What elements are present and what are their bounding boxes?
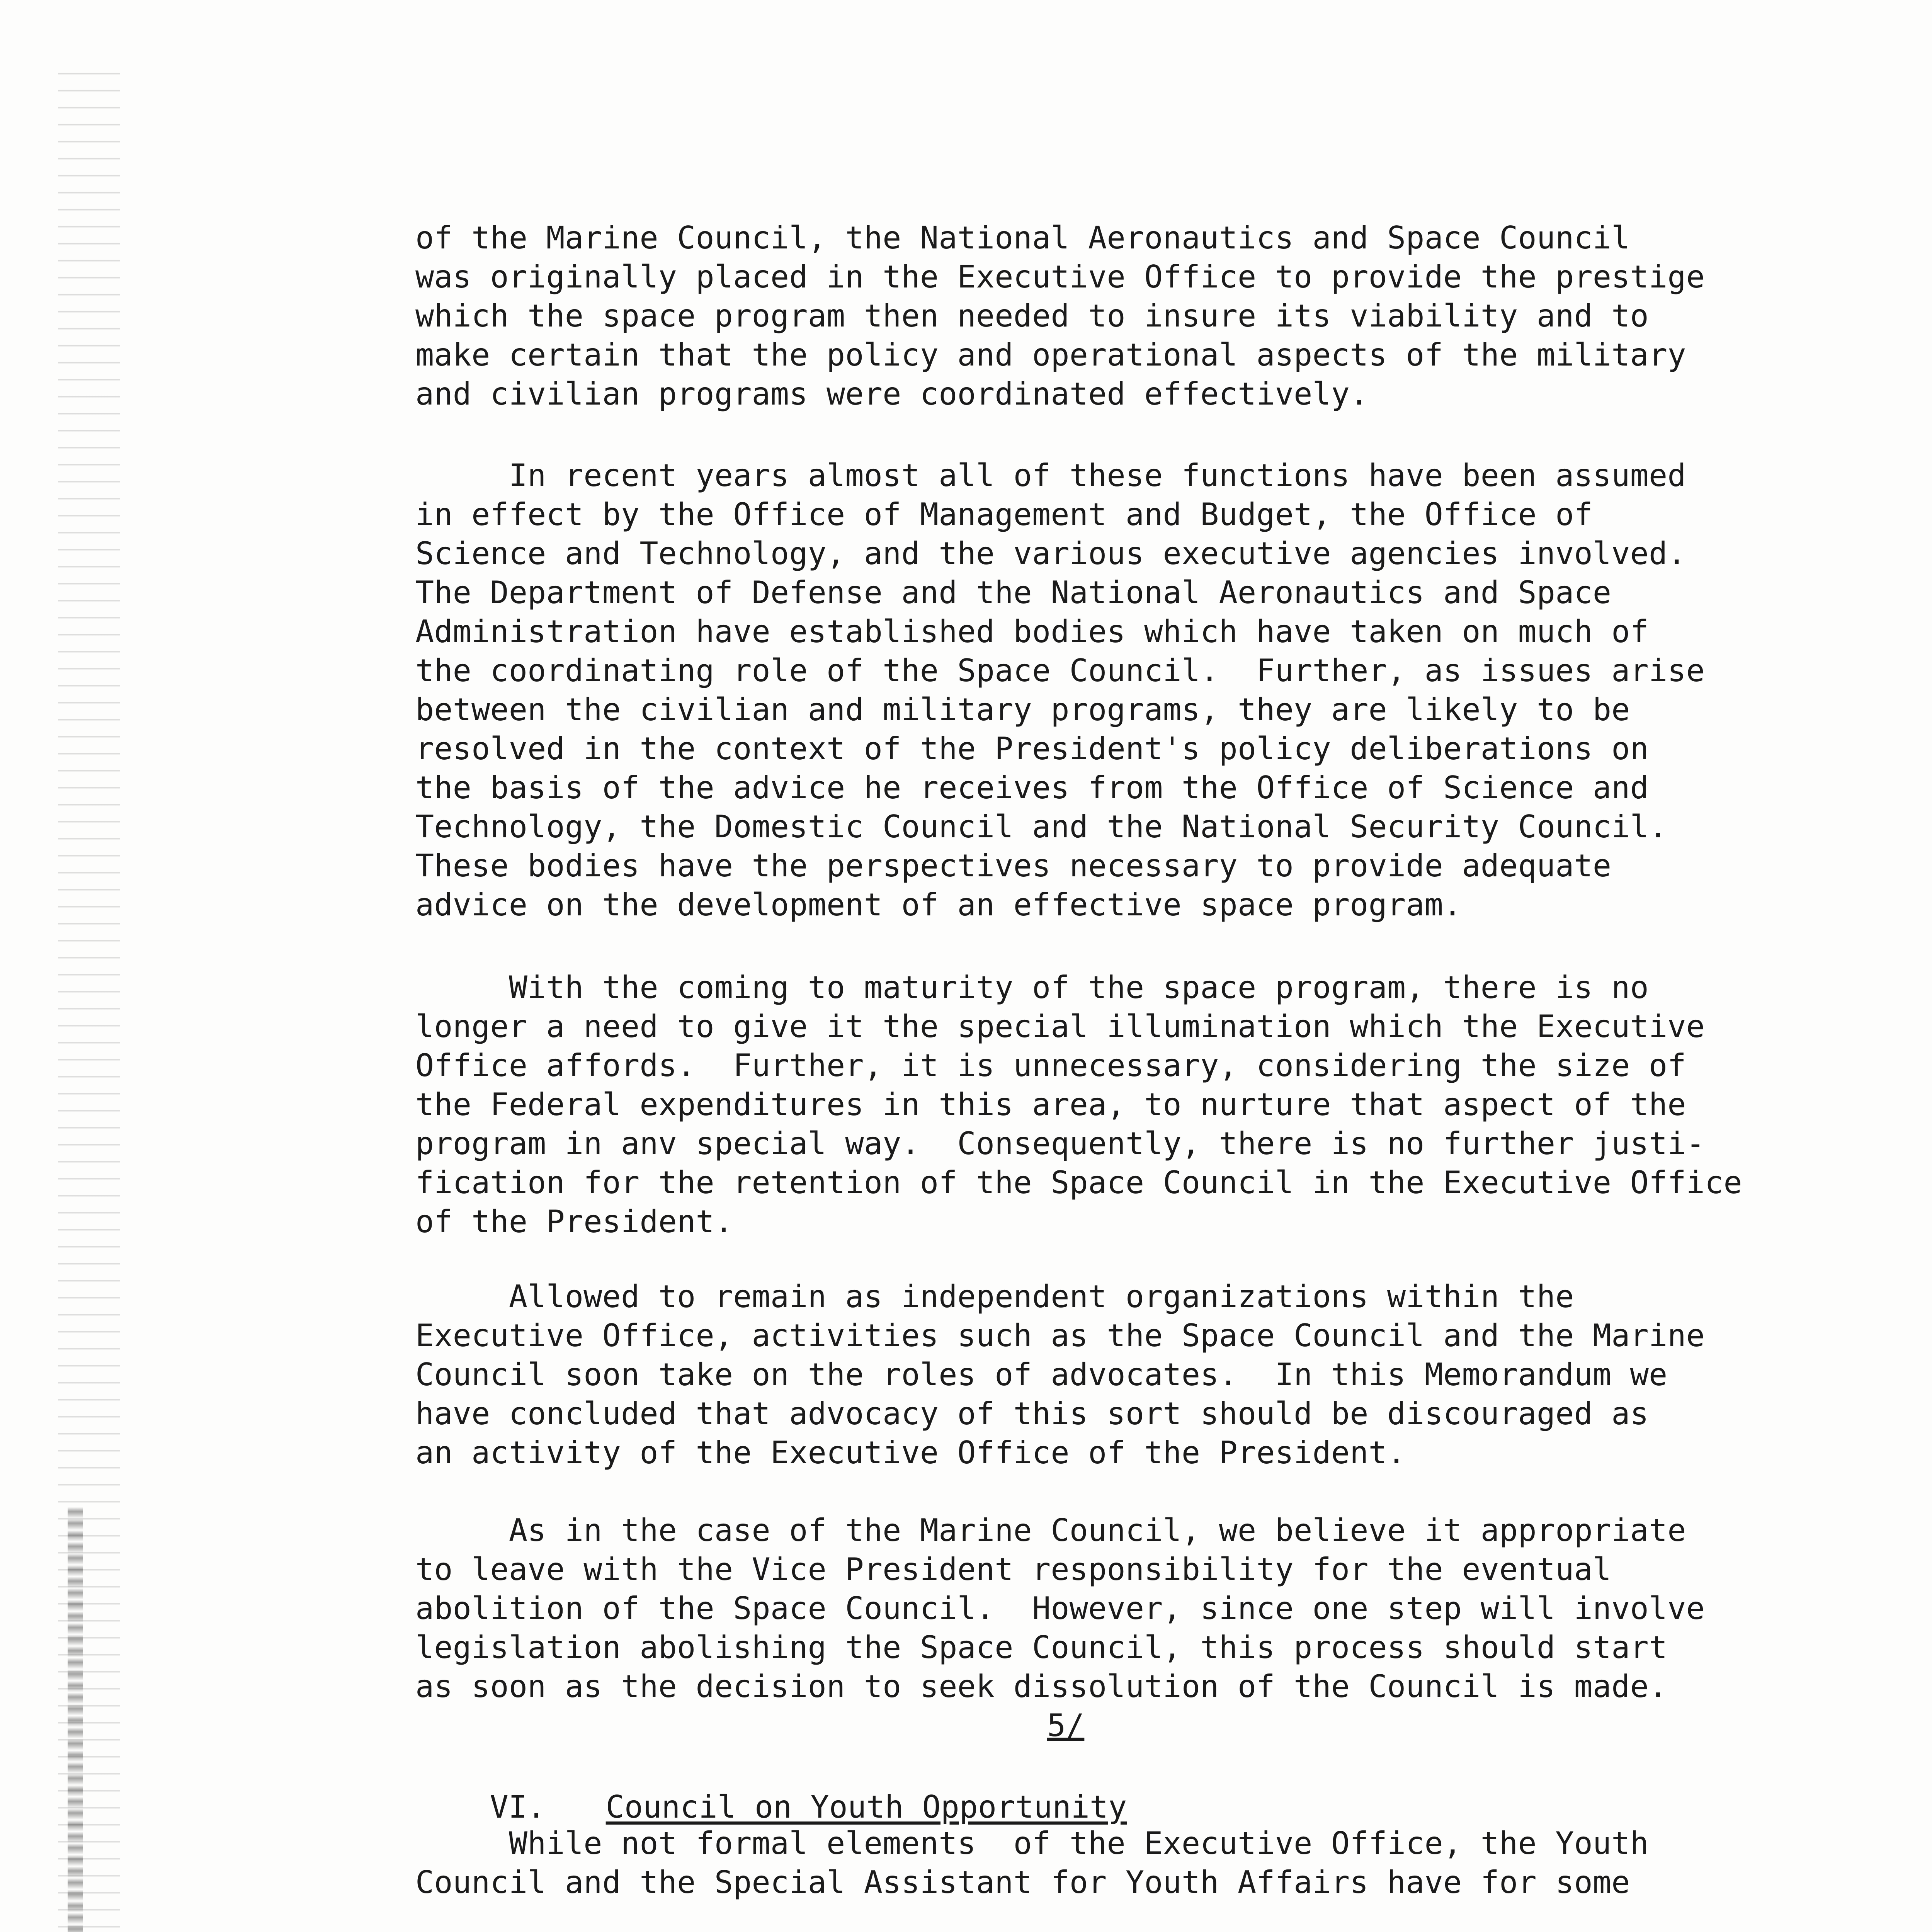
body-paragraph: With the coming to maturity of the space program, there is no longer a need to give it the special illumination which the Executive Office affords. Further, it is unnecessary, considering the size of the Federal expenditures in this area, to nurture that aspect of the program in anv special way. Consequently, there is no further justi- fication for the retention of the Space Council in the Executive Office of the President. <box>415 969 1742 1240</box>
body-paragraph: In recent years almost all of these functions have been assumed in effect by the Office of Management and Budget, the Office of Science and Technology, and the various executive agencies involved. The Department of Defense and the National Aeronautics and Space Administration have established bodies which have taken on much of the coordinating role of the Space Council. Further, as issues arise between the civilian and military programs, they are likely to be resolved in the context of the President's policy deliberations on the basis of the advice he receives from the Office of Science and Technology, the Domestic Council and the National Security Council. These bodies have the perspectives necessary to provide adequate advice on the development of an effective space program. <box>415 457 1705 923</box>
scan-binding-edge <box>58 58 120 1932</box>
body-paragraph: of the Marine Council, the National Aeronautics and Space Council was originally placed in the Executive Office to provide the prestige which the space program then needed to insure its viability and to make certain that the policy and operational aspects of the military and civilian programs were coordinated effectively. <box>415 220 1705 412</box>
body-paragraph: As in the case of the Marine Council, we believe it appropriate to leave with the Vice President responsibility for the eventual abolition of the Space Council. However, since one step will involve legislation abolishing the Space Council, this process should start as soon as the decision to seek dissolution of the Council is made. <box>415 1512 1705 1704</box>
scan-binding-shadow <box>68 1507 83 1932</box>
section-footnote-reference: 5/ <box>1047 1708 1085 1743</box>
section-number: VI. <box>490 1789 546 1825</box>
body-paragraph: Allowed to remain as independent organizations within the Executive Office, activities such as the Space Council and the Marine Council soon take on the roles of advocates. In this Memorandum we have concluded that advocacy of this sort should be discouraged as an activity of the Executive Office of the President. <box>415 1279 1705 1471</box>
body-paragraph: While not formal elements of the Executive Office, the Youth Council and the Special Assistant for Youth Affairs have for some <box>415 1825 1649 1900</box>
section-title: Council on Youth Opportunity <box>605 1789 1127 1825</box>
